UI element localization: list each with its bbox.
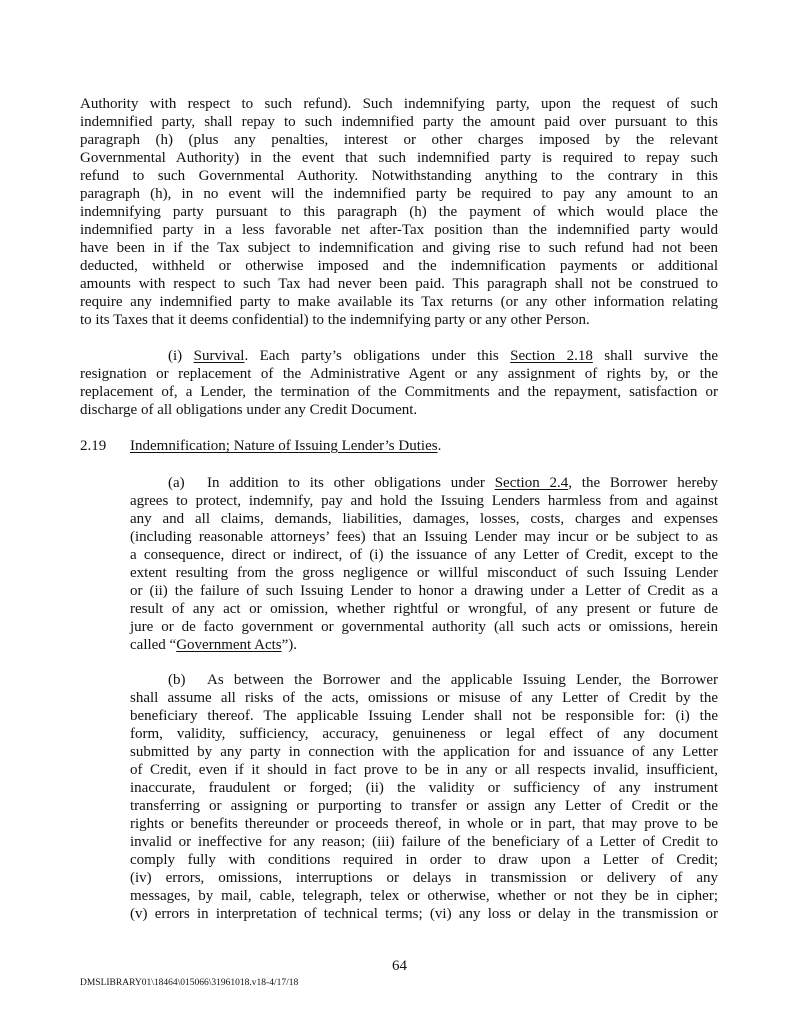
text-line: [130, 797, 718, 815]
text-segment: indemnifying party pursuant to this paragraph (h) the payment of which would place the: [80, 204, 718, 220]
paragraph-label: (a): [168, 475, 185, 491]
text-segment: (v) errors in interpretation of technical terms; (vi) any loss or delay in the transmission or: [130, 906, 718, 922]
paragraph-h-continuation: [80, 95, 718, 329]
text-segment: form, validity, sufficiency, accuracy, genuineness or legal effect of any document: [130, 726, 718, 742]
text-segment: ”).: [281, 637, 298, 653]
text-segment: messages, by mail, cable, telegraph, telex or otherwise, whether or not they be in cipher;: [130, 888, 718, 904]
text-segment: paragraph (h), in no event will the indemnified party be required to pay any amount to an: [80, 186, 718, 202]
text-line: [130, 851, 718, 869]
section-number: 2.19: [80, 438, 107, 454]
text-line: [130, 887, 718, 905]
text-segment: submitted by any party in connection with the application for and issuance of any Letter: [130, 744, 718, 760]
text-line: [80, 401, 718, 419]
text-line: [130, 689, 718, 707]
text-segment: shall survive the: [592, 348, 718, 364]
text-line: [130, 582, 718, 600]
text-segment: In addition to its other obligations under: [207, 475, 495, 491]
text-line: [130, 671, 718, 689]
text-line: [130, 761, 718, 779]
text-line: [130, 707, 718, 725]
paragraph-b: [130, 671, 718, 923]
text-segment: replacement of, a Lender, the termination of the Commitments and the repayment, satisfaction or: [80, 384, 718, 400]
text-line: [80, 149, 718, 167]
text-segment: shall assume all risks of the acts, omissions or misuse of any Letter of Credit by the: [130, 690, 718, 706]
text-line: [130, 869, 718, 887]
text-segment: any and all claims, demands, liabilities, damages, losses, costs, charges and expenses: [130, 511, 718, 527]
cross-reference: Government Acts: [176, 637, 282, 653]
text-segment: amounts with respect to such Tax had never been paid. This paragraph shall not be construed to: [80, 276, 718, 292]
text-line: [130, 528, 718, 546]
text-line: [130, 636, 718, 654]
cross-reference: Section 2.4: [494, 475, 569, 491]
text-line: [80, 95, 718, 113]
text-segment: indemnified party in a less favorable net after-Tax position than the indemnified party would: [80, 222, 718, 238]
paragraph-label: (b): [168, 672, 186, 688]
text-segment: , the Borrower hereby: [568, 475, 718, 491]
text-segment: refund to such Governmental Authority. Notwithstanding anything to the contrary in this: [80, 168, 718, 184]
section-title: Indemnification; Nature of Issuing Lender’s Duties: [130, 438, 438, 454]
text-segment: have been in if the Tax subject to indemnification and giving rise to such refund had not been: [80, 240, 718, 256]
section-title-period: .: [437, 438, 442, 454]
text-segment: indemnified party, shall repay to such indemnified party the amount paid over pursuant to this: [80, 114, 718, 130]
cross-reference: Survival: [193, 348, 245, 364]
text-segment: of Credit, even if it should in fact prove to be in any or all respects invalid, insufficient,: [130, 762, 718, 778]
text-segment: rights or benefits thereunder or proceeds thereof, in whole or in part, that may prove to be: [130, 816, 718, 832]
text-line: [80, 383, 718, 401]
text-line: [80, 239, 718, 257]
paragraph-a: [130, 474, 718, 654]
text-segment: or (ii) the failure of such Issuing Lender to honor a drawing under a Letter of Credit as a: [130, 583, 718, 599]
document-footer-id: DMSLIBRARY01\18464\015066\31961018.v18-4/17/18: [80, 978, 299, 988]
text-segment: to its Taxes that it deems confidential) to the indemnifying party or any other Person.: [80, 312, 590, 328]
text-line: [80, 131, 718, 149]
text-line: [80, 311, 718, 329]
text-segment: deducted, withheld or otherwise imposed and the indemnification payments or additional: [80, 258, 718, 274]
text-segment: jure or de facto government or governmental authority (all such acts or omissions, herein: [130, 619, 718, 635]
text-segment: agrees to protect, indemnify, pay and hold the Issuing Lenders harmless from and against: [130, 493, 718, 509]
text-segment: (iv) errors, omissions, interruptions or delays in transmission or delivery of any: [130, 870, 718, 886]
text-line: [130, 905, 718, 923]
cross-reference: Section 2.18: [510, 348, 593, 364]
text-segment: discharge of all obligations under any Credit Document.: [80, 402, 418, 418]
text-segment: resignation or replacement of the Administrative Agent or any assignment of rights by, or the: [80, 366, 718, 382]
text-line: [130, 779, 718, 797]
text-segment: (i): [168, 348, 194, 364]
text-line: [130, 725, 718, 743]
section-title-wrap: [130, 437, 441, 455]
text-segment: As between the Borrower and the applicable Issuing Lender, the Borrower: [207, 672, 718, 688]
text-line: [80, 203, 718, 221]
page-number: 64: [392, 958, 407, 974]
text-segment: result of any act or omission, whether rightful or wrongful, of any present or future de: [130, 601, 718, 617]
text-segment: called “: [130, 637, 177, 653]
text-segment: (including reasonable attorneys’ fees) that an Issuing Lender may incur or be subject to as: [130, 529, 718, 545]
text-line: [130, 815, 718, 833]
text-line: [80, 275, 718, 293]
text-segment: . Each party’s obligations under this: [244, 348, 511, 364]
section-heading: [80, 437, 718, 455]
text-line: [130, 600, 718, 618]
text-line: [80, 221, 718, 239]
text-segment: extent resulting from the gross negligence or willful misconduct of such Issuing Lender: [130, 565, 718, 581]
paragraph-i-survival: [80, 347, 718, 419]
text-segment: Governmental Authority) in the event that such indemnified party is required to repay such: [80, 150, 718, 166]
text-line: [80, 167, 718, 185]
text-segment: transferring or assigning or purporting to transfer or assign any Letter of Credit or the: [130, 798, 718, 814]
text-line: [80, 257, 718, 275]
text-line: [80, 347, 718, 365]
text-segment: Authority with respect to such refund). Such indemnifying party, upon the request of such: [80, 96, 718, 112]
text-line: [130, 743, 718, 761]
text-line: [130, 492, 718, 510]
text-line: [130, 510, 718, 528]
text-line: [80, 293, 718, 311]
text-segment: comply fully with conditions required in order to draw upon a Letter of Credit;: [130, 852, 718, 868]
text-line: [130, 474, 718, 492]
text-segment: inaccurate, fraudulent or forged; (ii) the validity or sufficiency of any instrument: [130, 780, 718, 796]
text-segment: a consequence, direct or indirect, of (i) the issuance of any Letter of Credit, except to the: [130, 547, 718, 563]
text-line: [130, 546, 718, 564]
text-line: [80, 365, 718, 383]
text-segment: paragraph (h) (plus any penalties, interest or other charges imposed by the relevant: [80, 132, 718, 148]
text-segment: require any indemnified party to make available its Tax returns (or any other information relating: [80, 294, 718, 310]
text-line: [130, 833, 718, 851]
text-line: [80, 113, 718, 131]
text-line: [130, 564, 718, 582]
text-segment: invalid or ineffective for any reason; (iii) failure of the beneficiary of a Letter of Credit to: [130, 834, 718, 850]
text-line: [130, 618, 718, 636]
text-segment: beneficiary thereof. The applicable Issuing Lender shall not be responsible for: (i) the: [130, 708, 718, 724]
text-line: [80, 185, 718, 203]
